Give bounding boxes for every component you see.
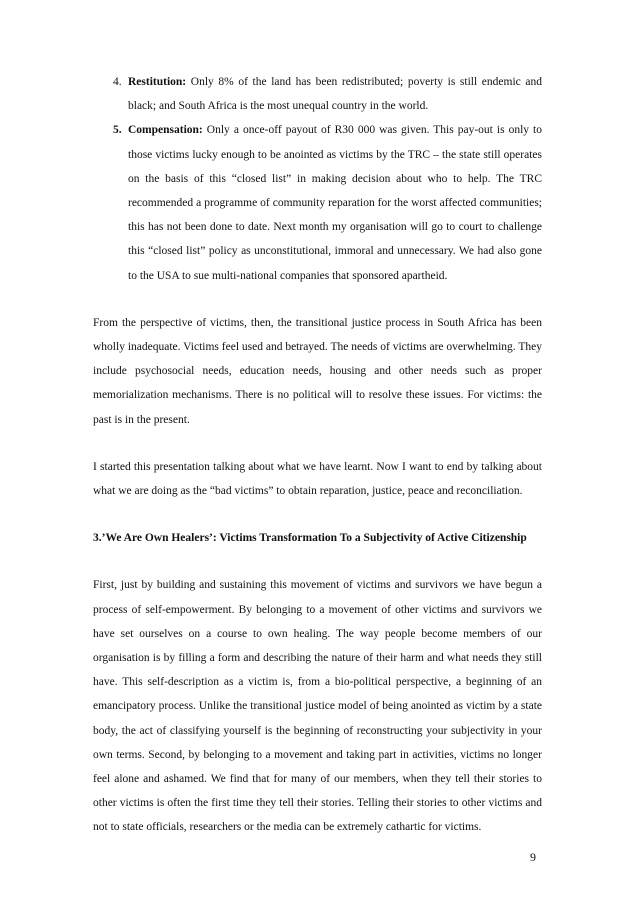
spacer xyxy=(93,503,542,526)
document-page xyxy=(93,70,542,840)
paragraph-perspective: From the perspective of victims, then, the transitional justice process in South Africa has been wholly inadequate. Victims feel used and betrayed. The needs of victims are overwhelming. They include psychosocial needs, education needs, housing and other needs such as proper memorialization mechanisms. There is no political will to resolve these issues. For victims: the past is in the present. xyxy=(93,316,542,426)
paragraph-presentation: I started this presentation talking about what we have learnt. Now I want to end by talking about what we are doing as the “bad victims” to obtain reparation, justice, peace and reconciliation. xyxy=(93,460,542,498)
list-term: Compensation: xyxy=(128,124,203,137)
list-number: 5. xyxy=(113,124,122,137)
list-text: Only 8% of the land has been redistributed; poverty is still endemic and black; and South Africa is the most unequal country in the world. xyxy=(128,76,542,113)
paragraph-self-empowerment: First, just by building and sustaining this movement of victims and survivors we have begun a process of self-empowerment. By belonging to a movement of other victims and survivors we have set ourselves on a course to own healing. The way people become members of our organisation is by filling a form and describing the nature of their harm and what needs they still have. This self-description as a victim is, from a bio-political perspective, a beginning of an emancipatory process. Unlike the transitional justice model of being anointed as victim by a state body, the act of classifying yourself is the beginning of reconstructing your subjectivity in your own terms. Second, by belonging to a movement and taking part in activities, victims no longer feel alone and ashamed. We find that for many of our members, when they tell their stories to other victims is often the first time they tell their stories. Telling their stories to other victims and not to state officials, researchers or the media can be extremely cathartic for victims. xyxy=(93,579,542,834)
spacer xyxy=(93,550,542,573)
spacer xyxy=(93,432,542,455)
numbered-list xyxy=(93,70,542,288)
list-item-restitution xyxy=(93,70,542,118)
list-text: Only a once-off payout of R30 000 was given. This pay-out is only to those victims lucky enough to be anointed as victims by the TRC – the state still operates on the basis of this “closed list” in making decision about who to help. The TRC recommended a programme of community reparation for the worst affected communities; this has not been done to date. Next month my organisation will go to court to challenge this “closed list” policy as unconstitutional, immoral and unnecessary. We had also gone to the USA to sue multi-national companies that sponsored apartheid. xyxy=(128,124,542,282)
list-term: Restitution: xyxy=(128,76,187,88)
list-number: 4. xyxy=(113,76,122,88)
page-number: 9 xyxy=(530,850,536,864)
list-item-compensation xyxy=(93,118,542,287)
section-heading: 3.’We Are Own Healers’: Victims Transformation To a Subjectivity of Active Citizenship xyxy=(93,532,527,545)
spacer xyxy=(93,288,542,311)
